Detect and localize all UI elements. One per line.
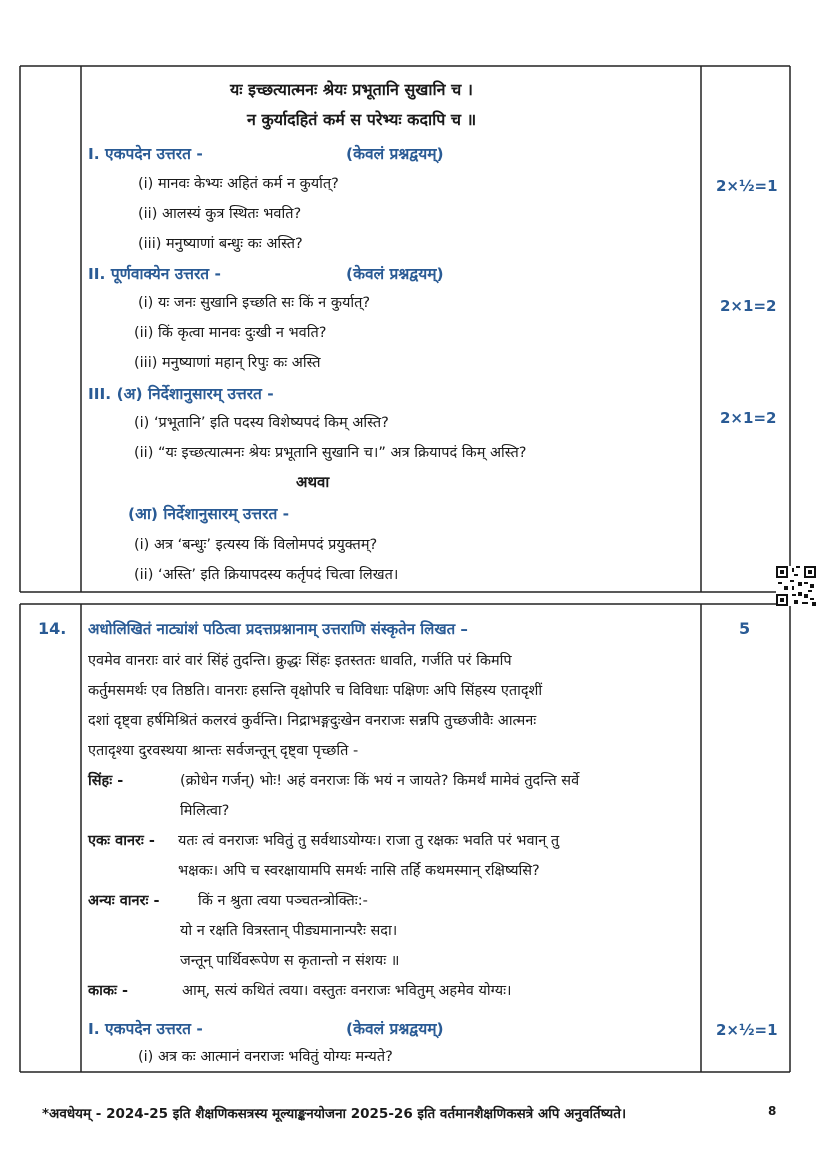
part2-question-3: (iii) मनुष्याणां महान् रिपुः कः अस्ति [134,355,321,371]
part3-question-2: (ii) “यः इच्छत्यात्मनः श्रेयः प्रभूतानि सुखानि च।” अत्र क्रियापदं किम् अस्ति? [134,445,527,461]
question-14-marks: 5 [739,619,751,638]
part2-marks: 2×1=2 [720,297,777,315]
q14-part1-marks: 2×½=1 [716,1021,778,1039]
verse-line-2: न कुर्यादहितं कर्म स परेभ्यः कदापि च ॥ [247,110,477,129]
question-14-number: 14. [38,619,67,638]
verse-quote-line-1: यो न रक्षति वित्रस्तान् पीड्यमानान्परैः सदा। [180,923,398,939]
q14-part1-question-1: (i) अत्र कः आत्मानं वनराजः भवितुं योग्यः मन्यते? [138,1049,393,1065]
lion-line-1: (क्रोधेन गर्जन्) भोः! अहं वनराजः किं भयं न जायते? किमर्थं मामेवं तुदन्ति सर्वे [180,773,580,789]
part3-marks: 2×1=2 [720,409,777,427]
monkey1-line-2: भक्षकः। अपि च स्वरक्षायामपि समर्थः नासि तर्हि कथमस्मान् रक्षिष्यसि? [178,863,540,879]
passage-line-3: दशां दृष्ट्वा हर्षमिश्रितं कलरवं कुर्वन्ति। निद्राभङ्गदुःखेन वनराजः सन्नपि तुच्छजीवैः आत्मनः [88,713,537,729]
speaker-lion: सिंहः - [88,773,124,789]
passage-line-1: एवमेव वानराः वारं वारं सिंहं तुदन्ति। क्रुद्धः सिंहः इतस्ततः धावति, गर्जति परं किमपि [88,653,512,669]
part2-heading: II. पूर्णवाक्येन उत्तरत - [88,265,221,283]
or-separator: अथवा [296,473,330,491]
q14-part1-heading: I. एकपदेन उत्तरत - [88,1020,203,1038]
part3-alt-heading: (आ) निर्देशानुसारम् उत्तरत - [128,505,290,523]
q14-part1-note: (केवलं प्रश्नद्वयम्) [346,1020,444,1038]
question-14-instruction: अधोलिखितं नाट्यांशं पठित्वा प्रदत्तप्रश्नानाम् उत्तराणि संस्कृतेन लिखत – [88,620,468,638]
part1-question-2: (ii) आलस्यं कुत्र स्थितः भवति? [138,206,302,222]
footer-note: *अवधेयम् - 2024-25 इति शैक्षणिकसत्रस्य मूल्याङ्कनयोजना 2025-26 इति वर्तमानशैक्षणिकसत्रे अपि अनुवर्तिष्यते। [42,1106,627,1122]
verse-line-1: यः इच्छत्यात्मनः श्रेयः प्रभूतानि सुखानि च । [230,80,473,99]
qr-code-icon [776,566,816,606]
part2-question-2: (ii) किं कृत्वा मानवः दुःखी न भवति? [134,325,327,341]
part1-question-3: (iii) मनुष्याणां बन्धुः कः अस्ति? [138,236,303,252]
lion-line-2: मिलित्वा? [180,803,230,819]
part1-heading: I. एकपदेन उत्तरत - [88,145,203,163]
crow-line-1: आम्, सत्यं कथितं त्वया। वस्तुतः वनराजः भवितुम् अहमेव योग्यः। [182,983,512,999]
part1-marks: 2×½=1 [716,177,778,195]
part3-heading: III. (अ) निर्देशानुसारम् उत्तरत - [88,385,274,403]
passage-line-2: कर्तुमसमर्थः एव तिष्ठति। वानराः हसन्ति वृक्षोपरि च विविधाः पक्षिणः अपि सिंहस्य एतादृशीं [88,683,543,699]
part2-question-1: (i) यः जनः सुखानि इच्छति सः किं न कुर्यात्? [138,295,371,311]
verse-quote-line-2: जन्तून् पार्थिवरूपेण स कृतान्तो न संशयः ॥ [180,953,400,969]
part3-alt-question-2: (ii) ‘अस्ति’ इति क्रियापदस्य कर्तृपदं चित्वा लिखत। [134,567,399,583]
part1-question-1: (i) मानवः केभ्यः अहितं कर्म न कुर्यात्? [138,176,339,192]
page-number: 8 [768,1104,777,1118]
part2-note: (केवलं प्रश्नद्वयम्) [346,265,444,283]
passage-line-4: एतादृश्या दुरवस्थया श्रान्तः सर्वजन्तून् दृष्ट्वा पृच्छति - [88,743,359,759]
part1-note: (केवलं प्रश्नद्वयम्) [346,145,444,163]
part3-question-1: (i) ‘प्रभूतानि’ इति पदस्य विशेष्यपदं किम् अस्ति? [134,415,389,431]
speaker-monkey-1: एकः वानरः - [88,833,155,849]
monkey1-line-1: यतः त्वं वनराजः भवितुं तु सर्वथाऽयोग्यः। राजा तु रक्षकः भवति परं भवान् तु [178,833,560,849]
speaker-crow: काकः - [88,983,129,999]
monkey2-line-1: किं न श्रुता त्वया पञ्चतन्त्रोक्तिः:- [198,893,368,909]
speaker-monkey-2: अन्यः वानरः - [88,893,160,909]
part3-alt-question-1: (i) अत्र ‘बन्धुः’ इत्यस्य किं विलोमपदं प्रयुक्तम्? [134,537,378,553]
